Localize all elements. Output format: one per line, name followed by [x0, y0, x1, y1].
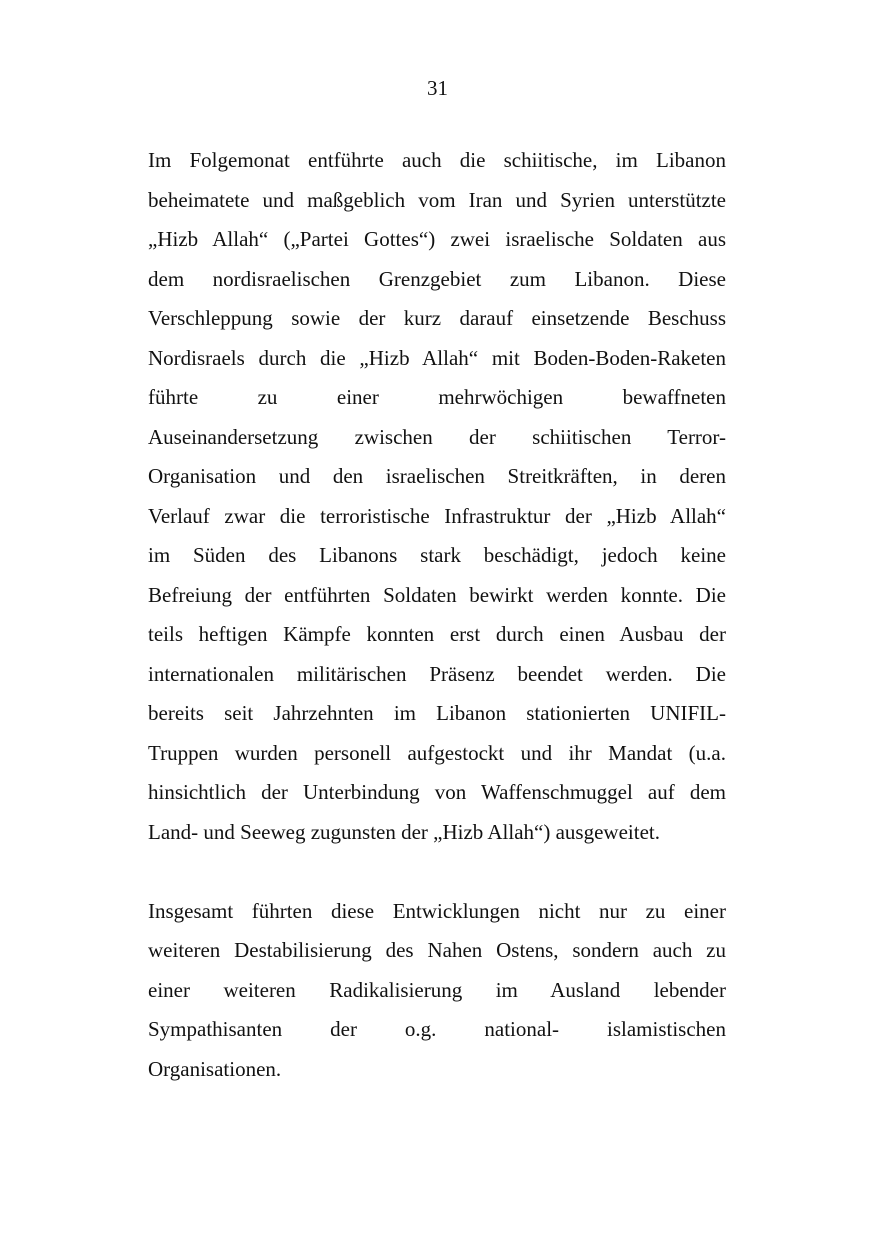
text-line: weiteren Destabilisierung des Nahen Ostens, sondern auch zu [148, 938, 726, 962]
text-line: Sympathisanten der o.g. national- islamistischen [148, 1017, 726, 1041]
text-line: Befreiung der entführten Soldaten bewirkt werden konnte. Die [148, 582, 726, 607]
text-line: führte zu einer mehrwöchigen bewaffneten [148, 385, 726, 409]
text-line: einer weiteren Radikalisierung im Ausland lebender [148, 977, 726, 1002]
text-line: Insgesamt führten diese Entwicklungen nicht nur zu einer [148, 898, 726, 923]
text-line: im Süden des Libanons stark beschädigt, jedoch keine [148, 543, 726, 567]
text-line: Im Folgemonat entführte auch die schiitische, im Libanon [148, 148, 726, 172]
text-line: „Hizb Allah“ („Partei Gottes“) zwei israelische Soldaten aus [148, 227, 726, 251]
text-line: Verschleppung sowie der kurz darauf einsetzende Beschuss [148, 306, 726, 330]
text-line: Organisationen. [148, 1056, 282, 1081]
document-body [148, 141, 726, 1089]
text-line: Truppen wurden personell aufgestockt und ihr Mandat (u.a. [148, 740, 726, 765]
text-line: bereits seit Jahrzehnten im Libanon stationierten UNIFIL- [148, 701, 726, 725]
text-line: hinsichtlich der Unterbindung von Waffenschmuggel auf dem [148, 780, 726, 804]
text-line: teils heftigen Kämpfe konnten erst durch einen Ausbau der [148, 622, 726, 646]
text-line: Organisation und den israelischen Streitkräften, in deren [148, 464, 726, 488]
text-line: Auseinandersetzung zwischen der schiitischen Terror- [148, 424, 726, 449]
text-line: internationalen militärischen Präsenz beendet werden. Die [148, 661, 726, 686]
text-line: Verlauf zwar die terroristische Infrastruktur der „Hizb Allah“ [148, 503, 726, 528]
text-line: Land- und Seeweg zugunsten der „Hizb Allah“) ausgeweitet. [148, 819, 660, 844]
text-line: Nordisraels durch die „Hizb Allah“ mit Boden-Boden-Raketen [148, 345, 726, 370]
page-number: 31 [427, 76, 448, 100]
text-line: dem nordisraelischen Grenzgebiet zum Libanon. Diese [148, 266, 726, 291]
paragraph-1 [148, 141, 726, 852]
text-line: beheimatete und maßgeblich vom Iran und Syrien unterstützte [148, 187, 726, 212]
paragraph-2 [148, 892, 726, 1090]
paragraph-gap [148, 852, 726, 892]
